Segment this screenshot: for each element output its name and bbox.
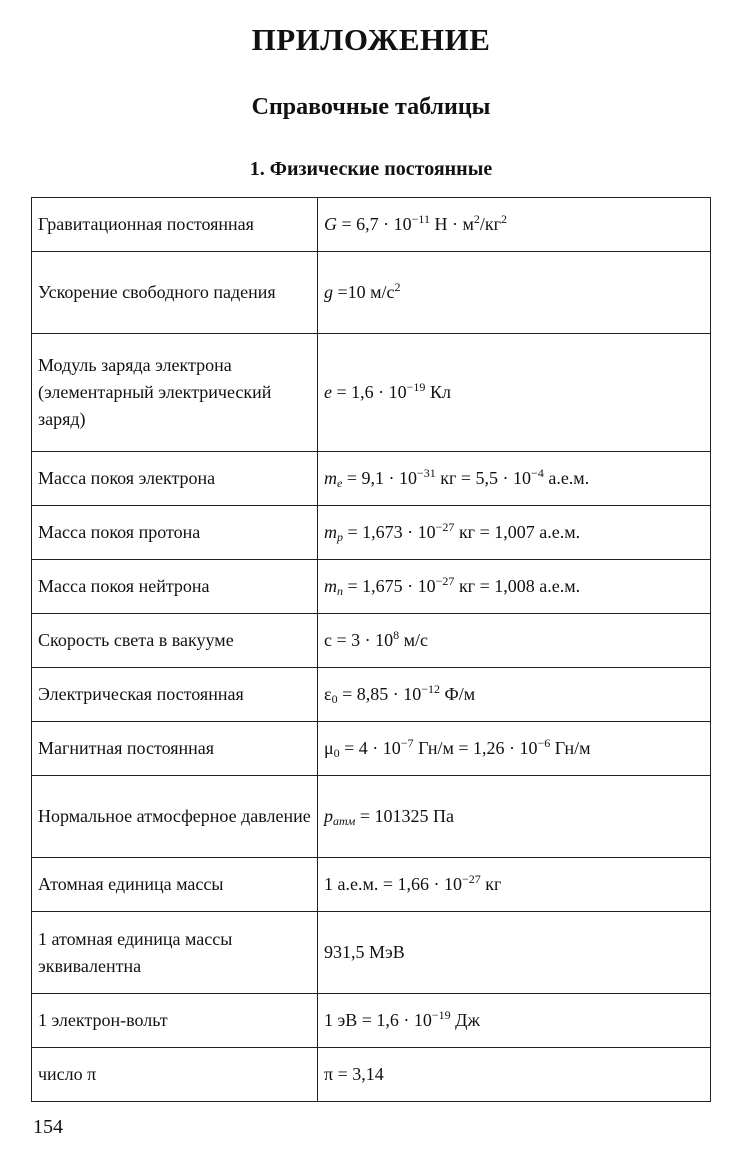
value-exponent: −19 bbox=[431, 1008, 451, 1022]
constant-value bbox=[318, 1048, 711, 1102]
value-text: = 1,673 · 10 bbox=[343, 522, 436, 542]
constant-name: Магнитная постоянная bbox=[32, 722, 318, 776]
value-text: Дж bbox=[450, 1010, 480, 1030]
value-symbol: G bbox=[324, 214, 337, 234]
table-row bbox=[32, 776, 711, 858]
value-text: 1 а.е.м. = 1,66 · 10 bbox=[324, 874, 463, 894]
value-exponent: −12 bbox=[421, 682, 440, 696]
value-text: кг = 1,008 а.е.м. bbox=[454, 576, 581, 596]
value-text: =10 м/с bbox=[333, 282, 395, 302]
table-row bbox=[32, 252, 711, 334]
constant-value bbox=[318, 776, 711, 858]
value-text: кг = 1,007 а.е.м. bbox=[454, 522, 581, 542]
value-symbol-subscript: 0 bbox=[331, 692, 338, 706]
constant-name: Масса покоя электрона bbox=[32, 452, 318, 506]
value-symbol: m bbox=[324, 576, 337, 596]
value-text: Гн/м bbox=[550, 738, 591, 758]
constant-name: 1 атомная единица массы эквивалентна bbox=[32, 912, 318, 994]
value-symbol: e bbox=[324, 382, 332, 402]
value-text: = 6,7 · 10 bbox=[337, 214, 412, 234]
value-text: кг = 5,5 · 10 bbox=[435, 468, 532, 488]
table-row bbox=[32, 560, 711, 614]
constant-name: Атомная единица массы bbox=[32, 858, 318, 912]
constant-name: Ускорение свободного падения bbox=[32, 252, 318, 334]
constants-table bbox=[31, 197, 711, 1102]
constant-name: Электрическая постоянная bbox=[32, 668, 318, 722]
value-symbol-subscript: n bbox=[337, 584, 343, 598]
table-row bbox=[32, 506, 711, 560]
value-exponent: 2 bbox=[394, 280, 401, 294]
value-text: ε bbox=[324, 684, 332, 704]
page-number: 154 bbox=[33, 1116, 63, 1138]
table-row bbox=[32, 858, 711, 912]
constant-value bbox=[318, 912, 711, 994]
value-text: Н · м bbox=[429, 214, 474, 234]
value-text: = 3 · 10 bbox=[332, 630, 394, 650]
table-row bbox=[32, 452, 711, 506]
table-row bbox=[32, 668, 711, 722]
value-text: = 1,6 · 10 bbox=[332, 382, 407, 402]
value-text: π = 3,14 bbox=[324, 1064, 384, 1084]
value-exponent: −6 bbox=[537, 736, 551, 750]
value-symbol: g bbox=[324, 282, 333, 302]
value-text: c bbox=[324, 630, 332, 650]
value-exponent: 2 bbox=[501, 212, 508, 226]
value-exponent: −31 bbox=[416, 466, 436, 480]
value-text: 931,5 МэВ bbox=[324, 942, 405, 962]
value-text: Ф/м bbox=[440, 684, 476, 704]
table-row bbox=[32, 334, 711, 452]
constant-name: Гравитационная постоянная bbox=[32, 198, 318, 252]
constant-value bbox=[318, 614, 711, 668]
table-row bbox=[32, 614, 711, 668]
value-text: Кл bbox=[425, 382, 451, 402]
constant-value bbox=[318, 858, 711, 912]
value-symbol-subscript: e bbox=[337, 476, 343, 490]
table-row bbox=[32, 198, 711, 252]
value-symbol: m bbox=[324, 468, 337, 488]
value-text: = 101325 Па bbox=[355, 806, 454, 826]
value-exponent: 2 bbox=[473, 212, 480, 226]
value-symbol-subscript: атм bbox=[333, 814, 356, 828]
value-text: μ bbox=[324, 738, 334, 758]
value-exponent: −27 bbox=[435, 520, 455, 534]
value-exponent: −7 bbox=[400, 736, 414, 750]
constant-name: 1 электрон-вольт bbox=[32, 994, 318, 1048]
table-row bbox=[32, 1048, 711, 1102]
value-text: = 9,1 · 10 bbox=[342, 468, 417, 488]
value-text: = 4 · 10 bbox=[339, 738, 401, 758]
value-exponent: 8 bbox=[393, 628, 400, 642]
value-exponent: −27 bbox=[435, 574, 455, 588]
value-exponent: −11 bbox=[411, 212, 430, 226]
constant-name: число π bbox=[32, 1048, 318, 1102]
constant-value bbox=[318, 198, 711, 252]
value-text: кг bbox=[480, 874, 502, 894]
page-heading: ПРИЛОЖЕНИЕ bbox=[251, 22, 491, 57]
value-symbol: p bbox=[324, 806, 333, 826]
constant-name: Масса покоя протона bbox=[32, 506, 318, 560]
constant-name: Масса покоя нейтрона bbox=[32, 560, 318, 614]
table-row bbox=[32, 994, 711, 1048]
section-title: 1. Физические постоянные bbox=[249, 158, 493, 180]
constant-value bbox=[318, 668, 711, 722]
constant-value bbox=[318, 506, 711, 560]
value-exponent: −27 bbox=[462, 872, 481, 886]
value-exponent: −4 bbox=[531, 466, 544, 480]
value-text: 1 эВ = 1,6 · 10 bbox=[324, 1010, 432, 1030]
value-text: Гн/м = 1,26 · 10 bbox=[413, 738, 538, 758]
constant-value bbox=[318, 994, 711, 1048]
constant-name: Модуль заряда электрона (элементарный электрический заряд) bbox=[32, 334, 318, 452]
value-text: м/с bbox=[399, 630, 429, 650]
constant-name: Скорость света в вакууме bbox=[32, 614, 318, 668]
value-exponent: −19 bbox=[406, 380, 426, 394]
table-row bbox=[32, 912, 711, 994]
value-text: /кг bbox=[479, 214, 502, 234]
constant-value bbox=[318, 334, 711, 452]
page-subheading: Справочные таблицы bbox=[251, 94, 491, 120]
constant-value bbox=[318, 252, 711, 334]
table-row bbox=[32, 722, 711, 776]
value-text: а.е.м. bbox=[543, 468, 590, 488]
constant-value bbox=[318, 722, 711, 776]
value-symbol-subscript: 0 bbox=[333, 746, 340, 760]
value-symbol-subscript: p bbox=[337, 530, 343, 544]
constant-name: Нормальное атмосферное давление bbox=[32, 776, 318, 858]
value-text: = 8,85 · 10 bbox=[337, 684, 422, 704]
value-text: = 1,675 · 10 bbox=[343, 576, 436, 596]
value-symbol: m bbox=[324, 522, 337, 542]
constant-value bbox=[318, 560, 711, 614]
constant-value bbox=[318, 452, 711, 506]
